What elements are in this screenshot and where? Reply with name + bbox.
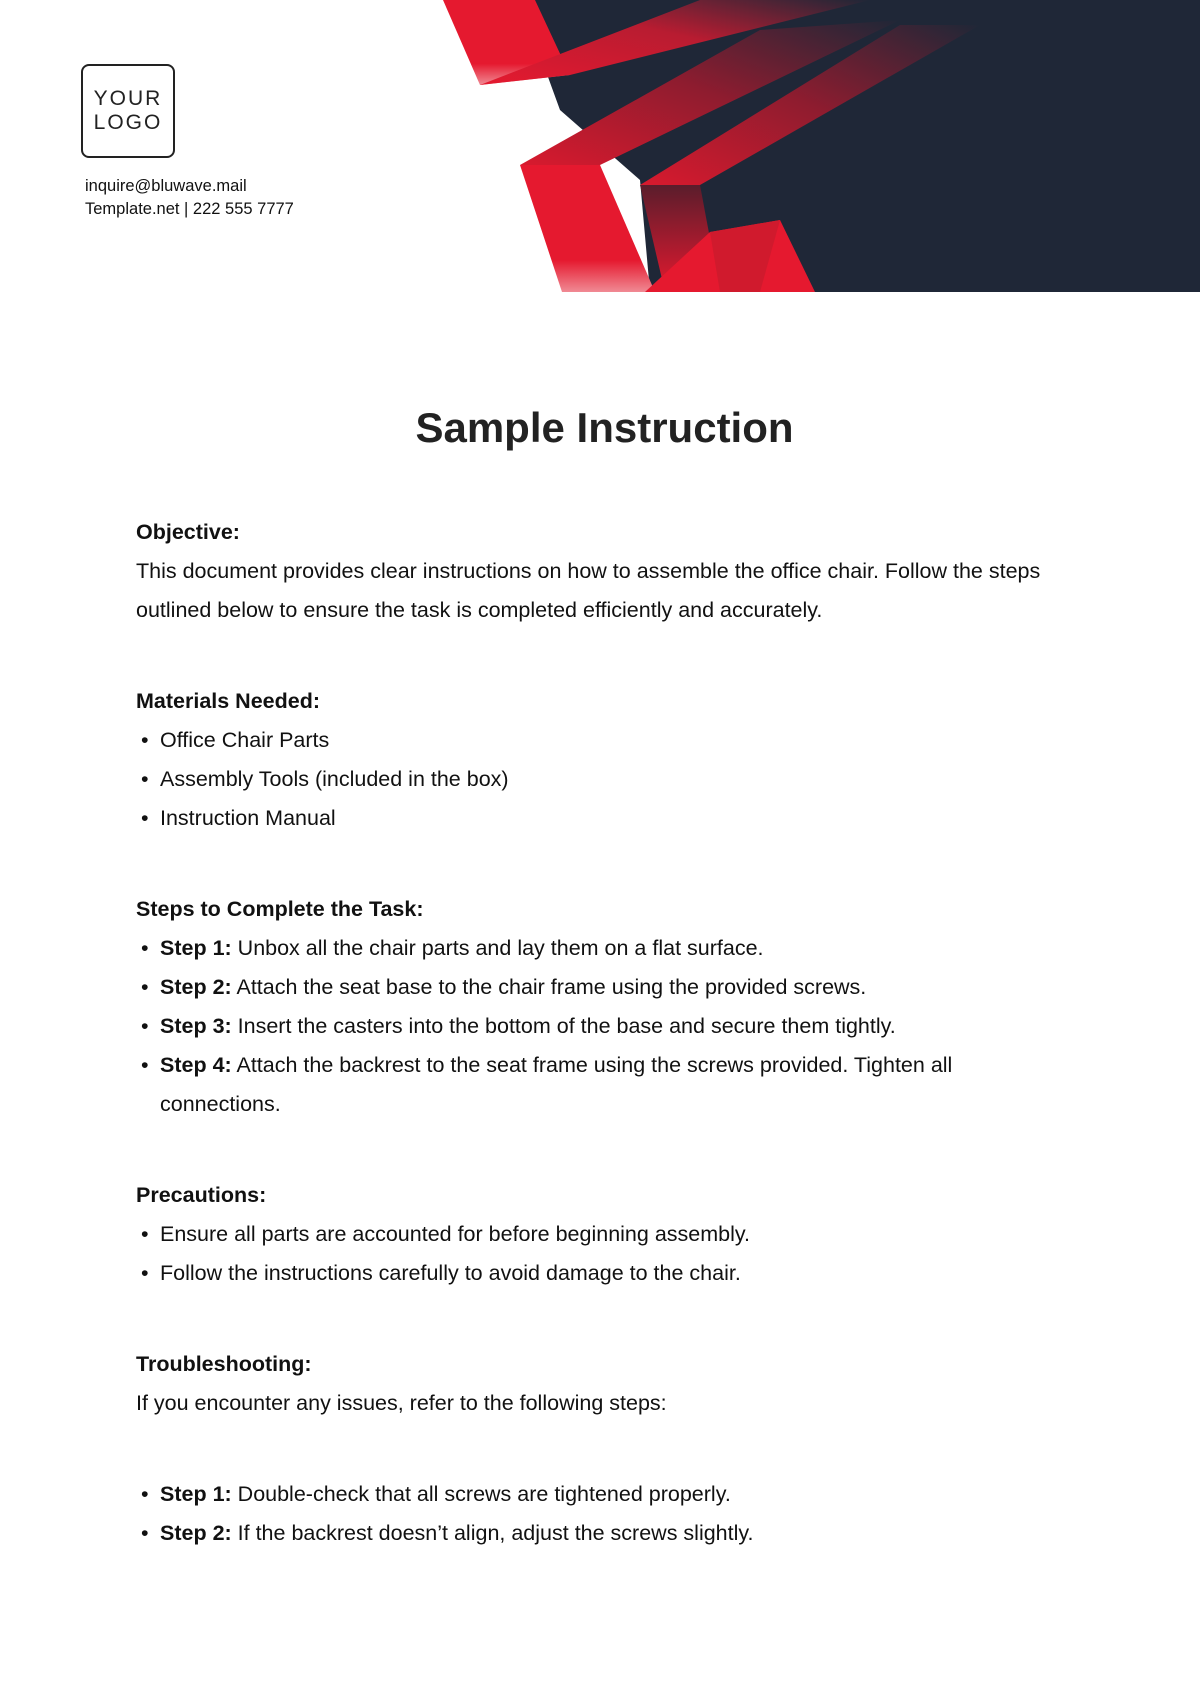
- header-decoration: [0, 0, 1200, 292]
- precautions-list: [136, 1215, 1066, 1293]
- contact-site-phone: Template.net | 222 555 7777: [85, 200, 294, 218]
- step-text: Attach the backrest to the seat frame using the screws provided. Tighten all connections.: [160, 1053, 953, 1116]
- list-item: [136, 929, 1066, 968]
- steps-heading: Steps to Complete the Task:: [136, 897, 424, 921]
- troubleshooting-heading: Troubleshooting:: [136, 1352, 312, 1376]
- contact-email: inquire@bluwave.mail: [85, 177, 247, 195]
- materials-heading: Materials Needed:: [136, 689, 321, 713]
- step-label: Step 1:: [160, 1482, 232, 1506]
- steps-list: [136, 929, 1066, 1124]
- logo: [81, 64, 175, 158]
- logo-line-2: LOGO: [93, 111, 163, 134]
- step-text: If the backrest doesn’t align, adjust the screws slightly.: [231, 1521, 754, 1545]
- list-item: [136, 1475, 1066, 1514]
- precautions-heading: Precautions:: [136, 1183, 267, 1207]
- materials-list: [136, 721, 1066, 838]
- step-text: Double-check that all screws are tightened properly.: [231, 1482, 731, 1506]
- logo-line-1: YOUR: [93, 87, 163, 110]
- step-text: Unbox all the chair parts and lay them on a flat surface.: [231, 936, 764, 960]
- objective-text: This document provides clear instructions on how to assemble the office chair. Follow the steps outlined below to ensure the task is completed efficiently and accurately.: [136, 559, 1041, 622]
- document-body: [136, 513, 1066, 1553]
- list-item: • Office Chair Parts: [136, 721, 1066, 760]
- list-item: [136, 968, 1066, 1007]
- step-text: Insert the casters into the bottom of the base and secure them tightly.: [231, 1014, 896, 1038]
- step-text: Attach the seat base to the chair frame using the provided screws.: [231, 975, 867, 999]
- troubleshooting-intro: If you encounter any issues, refer to the following steps:: [136, 1391, 667, 1415]
- step-label: Step 1:: [160, 936, 232, 960]
- step-label: Step 2:: [160, 1521, 232, 1545]
- step-label: Step 4:: [160, 1053, 232, 1077]
- list-item: • Follow the instructions carefully to avoid damage to the chair.: [136, 1254, 1066, 1293]
- list-item: [136, 1007, 1066, 1046]
- step-label: Step 2:: [160, 975, 232, 999]
- step-label: Step 3:: [160, 1014, 232, 1038]
- list-item: [136, 1514, 1066, 1553]
- page-title: Sample Instruction: [415, 404, 794, 451]
- contact-info: [85, 175, 294, 221]
- list-item: • Ensure all parts are accounted for before beginning assembly.: [136, 1215, 1066, 1254]
- list-item: • Assembly Tools (included in the box): [136, 760, 1066, 799]
- objective-heading: Objective:: [136, 520, 240, 544]
- troubleshooting-list: [136, 1475, 1066, 1553]
- list-item: [136, 1046, 1066, 1124]
- list-item: • Instruction Manual: [136, 799, 1066, 838]
